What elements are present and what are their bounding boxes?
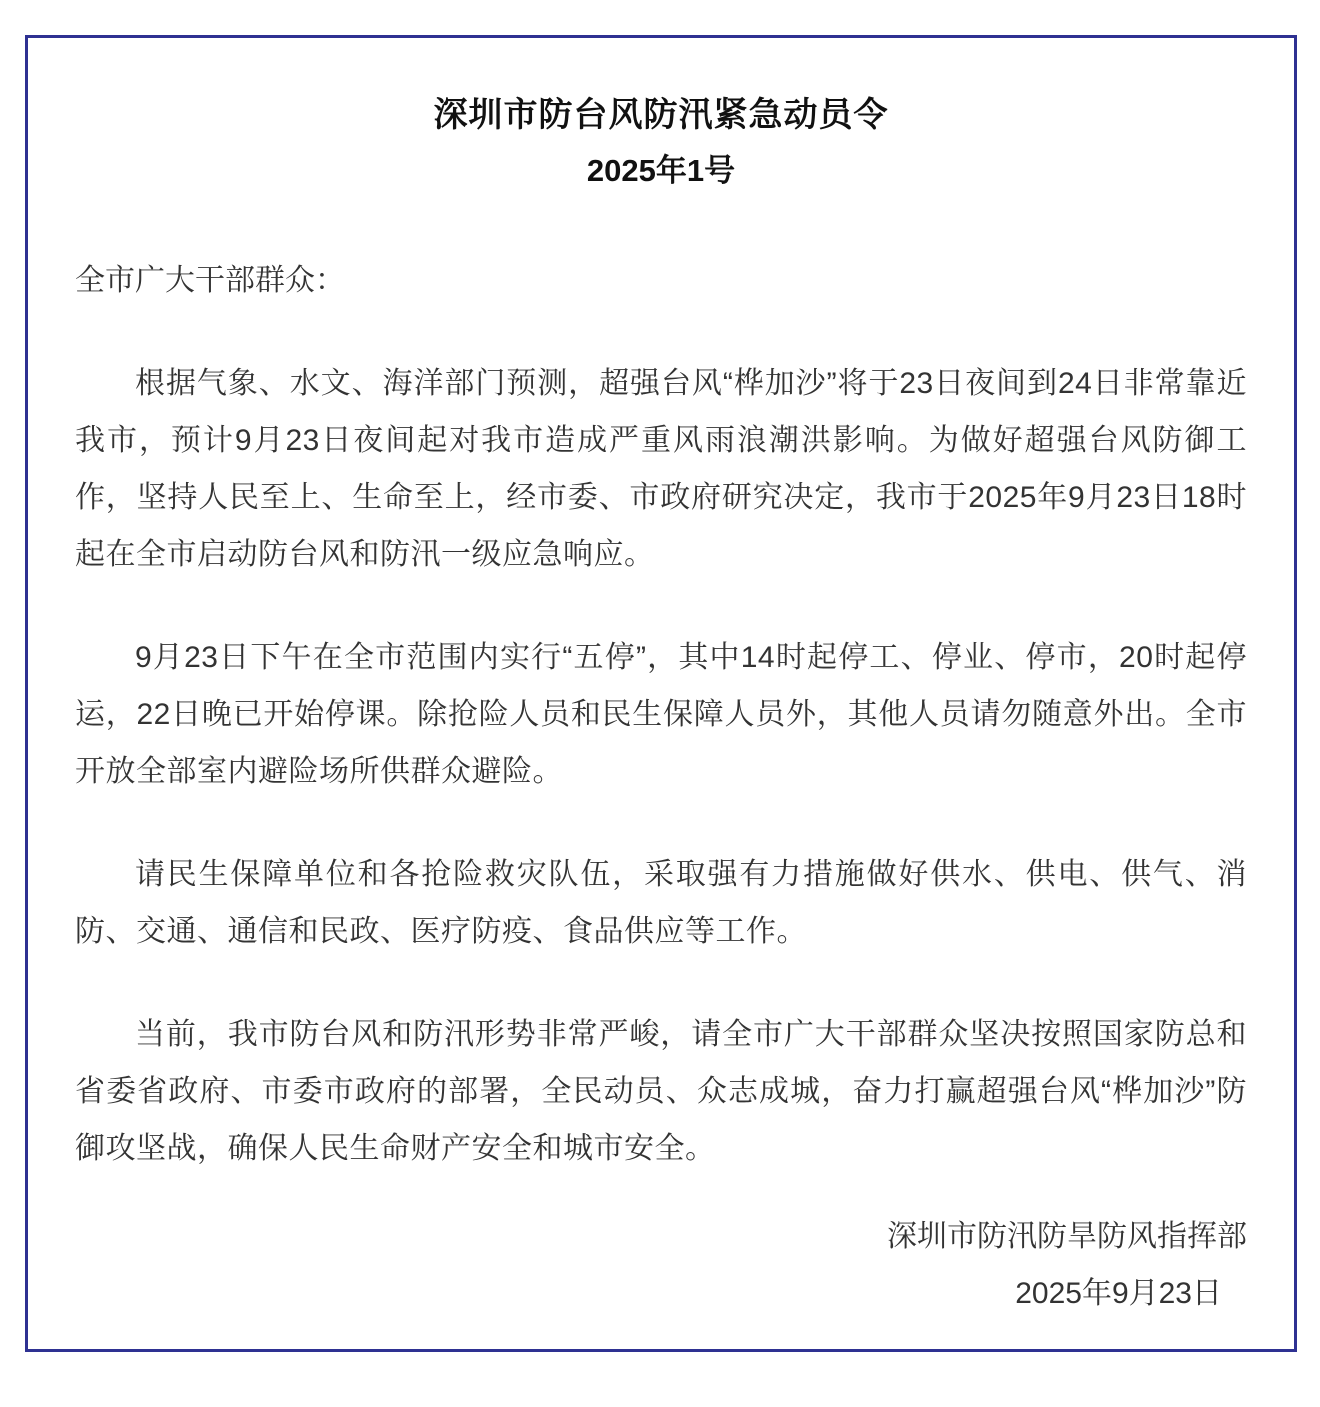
paragraph-support-units: 请民生保障单位和各抢险救灾队伍，采取强有力措施做好供水、供电、供气、消防、交通、通信和民政、医疗防疫、食品供应等工作。 xyxy=(75,858,1247,948)
document-issue-number: 2025年1号 xyxy=(586,153,736,188)
salutation: 全市广大干部群众： xyxy=(75,264,345,297)
paragraph-five-stops: 9月23日下午在全市范围内实行“五停”，其中14时起停工、停业、停市，20时起停运，22日晚已开始停课。除抢险人员和民生保障人员外，其他人员请勿随意外出。全市开放全部室内避险场所供群众避险。 xyxy=(75,641,1247,788)
document-title: 深圳市防台风防汛紧急动员令 xyxy=(433,96,889,134)
paragraph-forecast: 根据气象、水文、海洋部门预测，超强台风“桦加沙”将于23日夜间到24日非常靠近我市，预计9月23日夜间起对我市造成严重风雨浪潮洪影响。为做好超强台风防御工作，坚持人民至上、生命至上，经市委、市政府研究决定，我市于2025年9月23日18时起在全市启动防台风和防汛一级应急响应。 xyxy=(75,367,1247,571)
document-border-frame xyxy=(25,35,1297,1352)
signature: 深圳市防汛防旱防风指挥部 xyxy=(887,1220,1247,1253)
signature-date: 2025年9月23日 xyxy=(1015,1277,1222,1310)
paragraph-mobilization: 当前，我市防台风和防汛形势非常严峻，请全市广大干部群众坚决按照国家防总和省委省政府、市委市政府的部署，全民动员、众志成城，奋力打赢超强台风“桦加沙”防御攻坚战，确保人民生命财产安全和城市安全。 xyxy=(75,1018,1247,1165)
